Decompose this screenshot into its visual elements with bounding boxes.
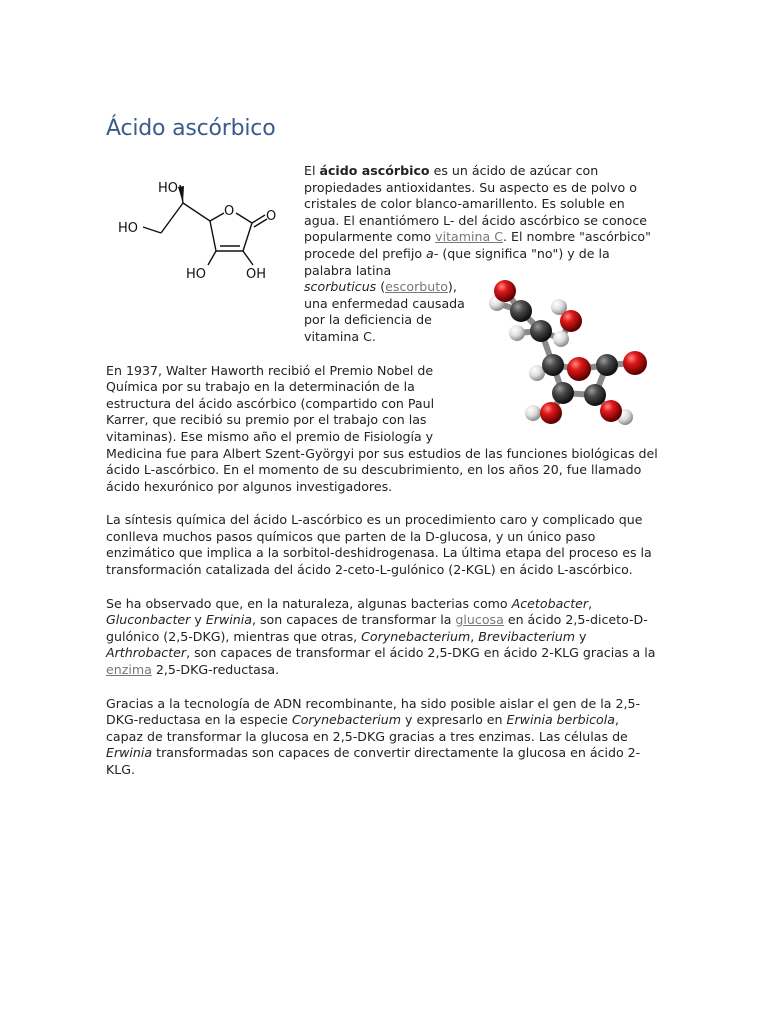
- paragraph-synthesis: La síntesis química del ácido L-ascórbico es un procedimiento caro y complicado que conlleva muchos pasos químicos que parten de la D-glucosa, y un único paso enzimático que implica a la sorbitol-deshidrogenasa. La última etapa del proceso es la transformación catalizada del ácido 2-ceto-L-gulónico (2-KGL) en ácido L-ascórbico.: [106, 512, 652, 578]
- text: es un ácido de azúcar con propiedades antioxidantes. Su aspecto es de polvo o cristales de color blanco-amarillento. Es soluble en agua. El enantiómero L- del ácido ascórbico se conoce popularmente como: [304, 163, 648, 245]
- atom-hydrogen: [509, 325, 525, 341]
- text: ,: [588, 595, 593, 611]
- italic-term: Corynebacterium: [291, 712, 402, 728]
- italic-term: Gluconbacter: [106, 612, 191, 628]
- text: y: [575, 628, 587, 644]
- article-body: [106, 163, 658, 796]
- atom-hydrogen: [553, 331, 569, 347]
- molecule-3d-model: [477, 277, 662, 442]
- link-escorbuto[interactable]: escorbuto: [385, 279, 448, 295]
- paragraph-nobel: En 1937, Walter Haworth recibió el Premio Nobel de Química por su trabajo en la determinación de la estructura del ácido ascórbico (compartido con Paul Karrer, que recibió su premio por el trabajo con las vitaminas). Ese mismo año el premio de Fisiología y Medicina fue para Albert Szent-Györgyi por sus estudios de las funciones biológicas del ácido L-ascórbico. En el momento de su descubrimiento, en los años 20, fue llamado ácido hexurónico por algunos investigadores.: [106, 362, 658, 494]
- text: ), una enfermedad causada por la deficiencia de vitamina C.: [304, 279, 465, 344]
- italic-term: Acetobacter: [511, 595, 589, 611]
- label-ho-bottom: HO: [186, 267, 207, 282]
- atom-carbon: [530, 320, 552, 342]
- bold-term: ácido ascórbico: [319, 163, 430, 178]
- text: , capaz de transformar la glucosa en 2,5-DKG gracias a tres enzimas. Las células de: [106, 712, 628, 744]
- italic-term: Corynebacterium: [361, 628, 471, 644]
- text: 2,5-DKG-reductasa.: [151, 662, 280, 678]
- atom-hydrogen: [525, 405, 541, 421]
- atom-oxygen: [600, 400, 622, 422]
- italic-term: a-: [426, 245, 439, 261]
- skeletal-formula-svg: [106, 163, 304, 331]
- paragraph-recombinant: [106, 696, 658, 779]
- italic-term: Erwinia: [205, 612, 252, 628]
- stereo-wedge: [178, 186, 184, 203]
- label-ho-top: HO: [158, 181, 179, 196]
- atom-oxygen: [567, 357, 591, 381]
- text: El: [304, 163, 320, 178]
- text: . El nombre "ascórbico" procede del prefijo: [304, 229, 651, 261]
- text: y: [190, 612, 206, 628]
- atom-carbon: [542, 354, 564, 376]
- atom-carbon: [596, 354, 618, 376]
- text: Se ha observado que, en la naturaleza, algunas bacterias como: [106, 595, 512, 611]
- italic-term: Erwinia: [106, 745, 153, 761]
- label-o-ring: O: [224, 204, 235, 219]
- molecule-3d-svg: [477, 277, 662, 442]
- text: (: [376, 279, 386, 295]
- paragraph-bacteria: [106, 596, 658, 679]
- italic-term: Arthrobacter: [106, 645, 187, 661]
- page-title: Ácido ascórbico: [106, 116, 276, 141]
- atom-oxygen: [560, 310, 582, 332]
- atom-oxygen: [623, 351, 647, 375]
- text: Gracias a la tecnología de ADN recombinante, ha sido posible aislar el gen de la 2,5-DKG-reductasa en la especie: [106, 695, 641, 728]
- text: , son capaces de transformar la: [251, 612, 456, 628]
- label-oh-bottom: OH: [246, 267, 267, 282]
- atom-carbon: [552, 382, 574, 404]
- label-ho-left: HO: [118, 221, 139, 236]
- label-o-carbonyl: O: [266, 209, 277, 224]
- skeletal-formula-figure: [106, 163, 304, 331]
- italic-term: scorbuticus: [304, 279, 377, 295]
- link-enzima[interactable]: enzima: [106, 662, 152, 678]
- text: transformadas son capaces de convertir directamente la glucosa en ácido 2-KLG.: [106, 745, 641, 777]
- atom-oxygen: [540, 402, 562, 424]
- link-glucosa[interactable]: glucosa: [455, 612, 504, 628]
- text: en ácido 2,5-diceto-D-gulónico (2,5-DKG), mientras que otras,: [106, 612, 648, 644]
- atom-carbon: [584, 384, 606, 406]
- text: (que significa "no") y de la palabra latina: [304, 245, 610, 278]
- text: y expresarlo en: [401, 712, 507, 728]
- italic-term: Erwinia berbicola: [506, 712, 615, 728]
- atom-carbon: [510, 300, 532, 322]
- text: , son capaces de transformar el ácido 2,5-DKG en ácido 2-KLG gracias a la: [186, 645, 656, 661]
- atom-oxygen: [494, 280, 516, 302]
- italic-term: Brevibacterium: [478, 628, 576, 644]
- text: ,: [470, 628, 479, 644]
- link-vitamina-c[interactable]: vitamina C: [435, 229, 504, 245]
